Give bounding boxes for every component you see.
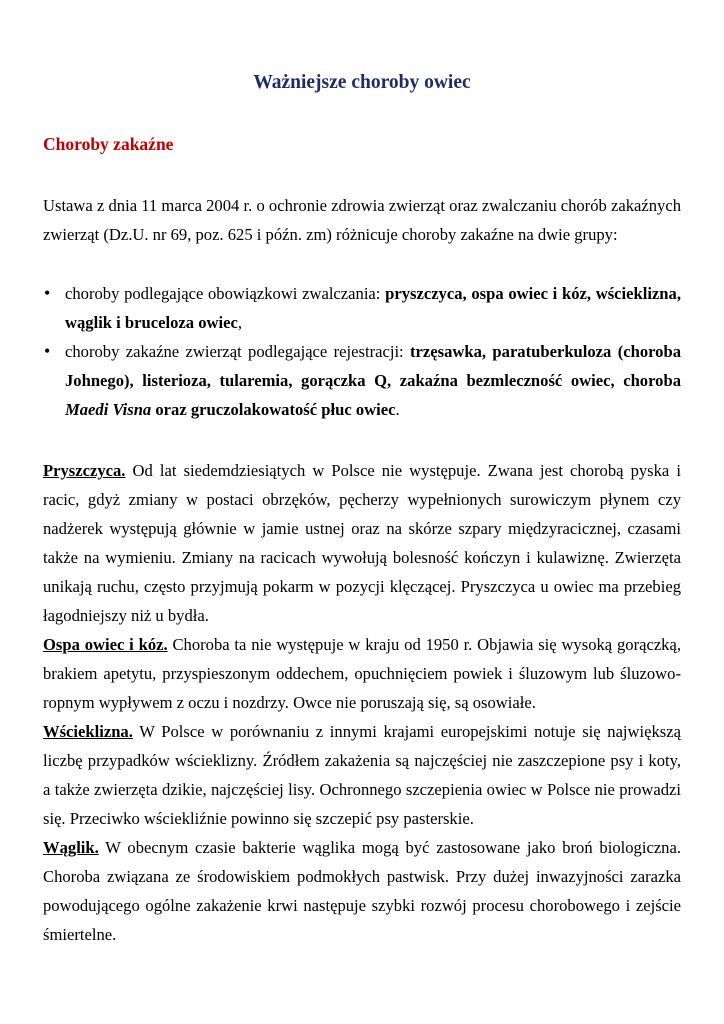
disease-term: Wąglik. — [43, 838, 99, 857]
disease-text: W obecnym czasie bakterie wąglika mogą być zastosowane jako broń biologiczna. Choroba związana ze środowiskiem podmokłych pastwisk. Przy dużej inwazyjności zarazka powodującego ogólne zakażenie krwi następuje szybki rozwój procesu chorobowego i zejście śmiertelne. — [43, 838, 681, 944]
list-item-tail: . — [395, 400, 400, 419]
disease-text: Choroba ta nie występuje w kraju od 1950 r. Objawia się wysoką gorączką, brakiem apetytu, przyspieszonym oddechem, opuchnięciem powiek i śluzowym lub śluzowo-ropnym wypływem z oczu i nozdrzy. Owce nie poruszają się, są osowiałe. — [43, 635, 681, 712]
disease-term: Ospa owiec i kóz. — [43, 635, 168, 654]
list-item-tail: , — [237, 313, 242, 332]
disease-descriptions — [43, 456, 681, 949]
disease-text: Od lat siedemdziesiątych w Polsce nie występuje. Zwana jest chorobą pyska i racic, gdyż zmiany w postaci obrzęków, pęcherzy wypełnionych surowiczym płynem czy nadżerek występują głównie w jamie ustnej oraz na skórze szpary międzyracicznej, czasami także na wymieniu. Zmiany na racicach wywołują bolesność kończyn i kulawiznę. Zwierzęta unikają ruchu, często przyjmują pokarm w pozycji klęczącej. Pryszczyca u owiec ma przebieg łagodniejszy niż u bydła. — [43, 461, 681, 625]
list-item-italic: Maedi Visna — [65, 400, 152, 419]
list-item-mandatory-control — [43, 279, 681, 337]
list-item-bold: trzęsawka, paratuberkuloza (choroba Johnego), listerioza, tularemia, gorączka Q, zakaźna bezmleczność owiec, choroba — [65, 342, 682, 390]
list-item-bold: oraz gruczolakowatość płuc owiec — [151, 400, 396, 419]
section-heading: Choroby zakaźne — [43, 134, 174, 154]
disease-paragraph-wscieklizna — [43, 717, 681, 833]
disease-term: Wścieklizna. — [43, 722, 133, 741]
disease-paragraph-waglik — [43, 833, 681, 949]
disease-text: W Polsce w porównaniu z innymi krajami europejskimi notuje się największą liczbę przypadków wścieklizny. Źródłem zakażenia są najczęściej nie zaszczepione psy i koty, a także zwierzęta dzikie, najczęściej lisy. Ochronnego szczepienia owiec w Polsce nie prowadzi się. Przeciwko wściekliźnie powinno się szczepić psy pasterskie. — [43, 722, 681, 828]
list-item-lead: choroby podlegające obowiązkowi zwalczania: — [65, 284, 386, 303]
list-item-lead: choroby zakaźne zwierząt podlegające rejestracji: — [65, 342, 411, 361]
page-title: Ważniejsze choroby owiec — [253, 72, 471, 93]
disease-paragraph-pryszczyca — [43, 456, 681, 630]
list-item-registration — [43, 337, 681, 424]
list-item-bold: pryszczyca, ospa owiec i kóz, wścieklizna, wąglik i bruceloza owiec — [65, 284, 681, 332]
disease-paragraph-ospa — [43, 630, 681, 717]
disease-term: Pryszczyca. — [43, 461, 126, 480]
disease-group-list — [43, 279, 681, 424]
intro-paragraph: Ustawa z dnia 11 marca 2004 r. o ochronie zdrowia zwierząt oraz zwalczaniu chorób zakaźnych zwierząt (Dz.U. nr 69, poz. 625 i późn. zm) różnicuje choroby zakaźne na dwie grupy: — [43, 196, 681, 244]
